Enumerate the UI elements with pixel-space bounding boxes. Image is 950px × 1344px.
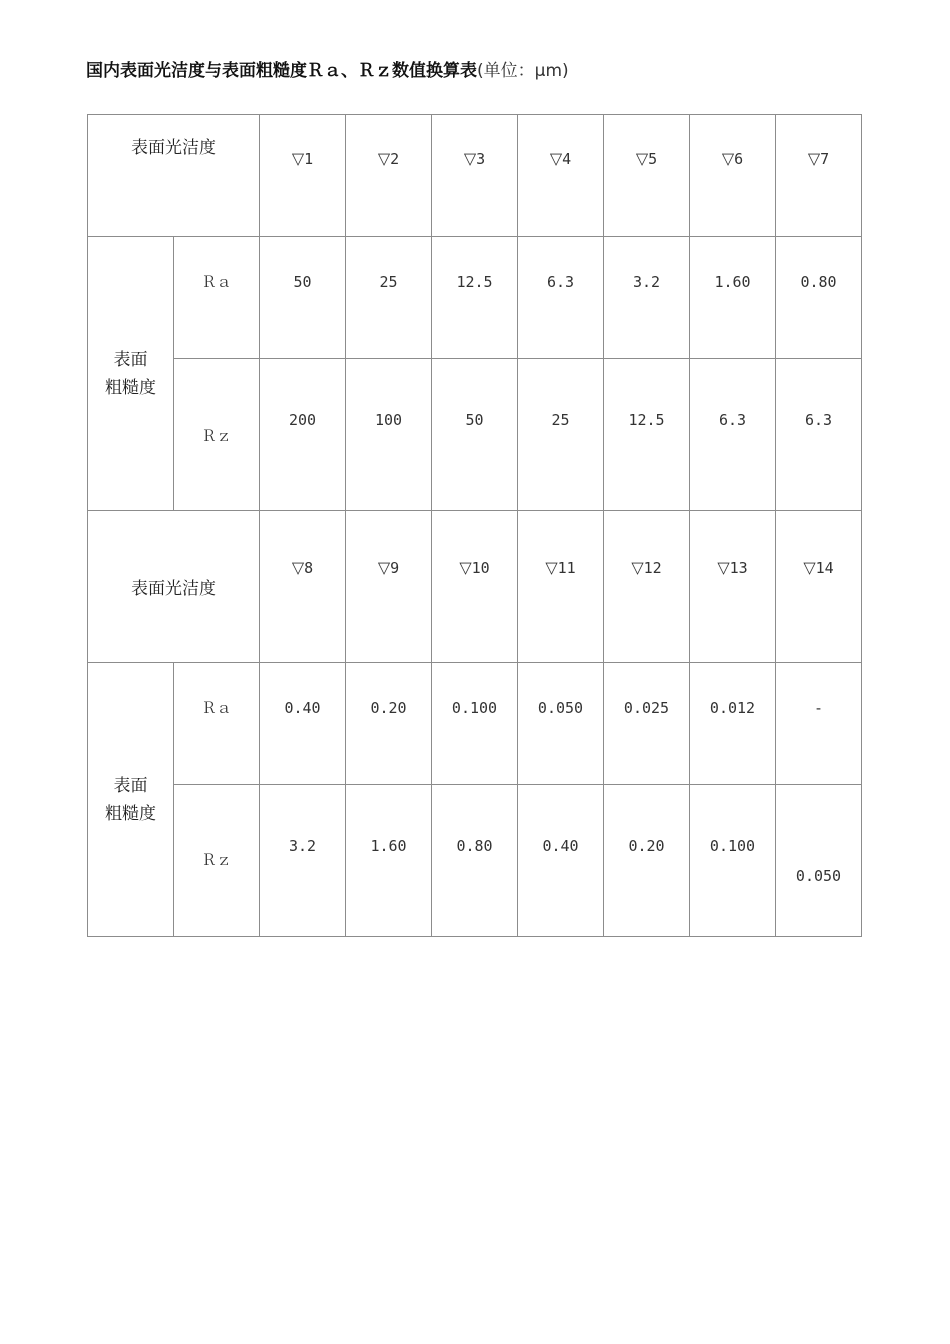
ra-value: 3.2: [604, 237, 690, 359]
conversion-table: [87, 114, 862, 937]
rz-label: Ｒｚ: [174, 359, 260, 511]
ra-value: 1.60: [690, 237, 776, 359]
grade-cell: ▽10: [432, 511, 518, 663]
ra-value: -: [776, 663, 862, 785]
rz-value: 25: [518, 359, 604, 511]
grade-cell: ▽11: [518, 511, 604, 663]
rz-value: 12.5: [604, 359, 690, 511]
ra-value: 0.100: [432, 663, 518, 785]
roughness-label: 表面 粗糙度: [88, 237, 174, 511]
document-title: [86, 60, 569, 82]
triangle-symbol: ▽: [463, 149, 477, 168]
finish-grade-row: [88, 115, 862, 237]
rz-value: 0.40: [518, 785, 604, 937]
ra-value: 25: [346, 237, 432, 359]
triangle-symbol: ▽: [291, 558, 305, 577]
ra-row: [88, 237, 862, 359]
triangle-symbol: ▽: [549, 149, 563, 168]
title-main: 国内表面光洁度与表面粗糙度Ｒａ、Ｒｚ数值换算表: [86, 61, 477, 81]
grade-cell: ▽3: [432, 115, 518, 237]
rz-row: [88, 785, 862, 937]
triangle-symbol: ▽: [631, 558, 644, 577]
triangle-symbol: ▽: [459, 558, 472, 577]
grade-cell: ▽13: [690, 511, 776, 663]
ra-label: Ｒａ: [174, 663, 260, 785]
rz-value: 0.20: [604, 785, 690, 937]
ra-value: 12.5: [432, 237, 518, 359]
grade-cell: ▽6: [690, 115, 776, 237]
ra-value: 0.20: [346, 663, 432, 785]
triangle-symbol: ▽: [377, 149, 391, 168]
triangle-symbol: ▽: [803, 558, 816, 577]
rz-value: 50: [432, 359, 518, 511]
title-unit: (单位：μm): [477, 61, 569, 81]
triangle-symbol: ▽: [545, 558, 558, 577]
grade-cell: ▽1: [260, 115, 346, 237]
rz-value: 3.2: [260, 785, 346, 937]
triangle-symbol: ▽: [717, 558, 730, 577]
rz-row: [88, 359, 862, 511]
ra-value: 0.40: [260, 663, 346, 785]
rz-value: 0.80: [432, 785, 518, 937]
grade-cell: ▽14: [776, 511, 862, 663]
rz-value: 6.3: [690, 359, 776, 511]
triangle-symbol: ▽: [807, 149, 821, 168]
grade-cell: ▽8: [260, 511, 346, 663]
ra-value: 0.80: [776, 237, 862, 359]
triangle-symbol: ▽: [721, 149, 735, 168]
ra-row: [88, 663, 862, 785]
rz-value: 6.3: [776, 359, 862, 511]
ra-value: 6.3: [518, 237, 604, 359]
grade-cell: ▽9: [346, 511, 432, 663]
grade-cell: ▽4: [518, 115, 604, 237]
finish-label: 表面光洁度: [88, 115, 260, 237]
ra-value: 50: [260, 237, 346, 359]
rz-value: 100: [346, 359, 432, 511]
rz-label: Ｒｚ: [174, 785, 260, 937]
ra-value: 0.025: [604, 663, 690, 785]
triangle-symbol: ▽: [291, 149, 305, 168]
rz-value: 200: [260, 359, 346, 511]
rz-value: 1.60: [346, 785, 432, 937]
triangle-symbol: ▽: [635, 149, 649, 168]
rz-value: 0.100: [690, 785, 776, 937]
grade-cell: ▽2: [346, 115, 432, 237]
roughness-label: 表面 粗糙度: [88, 663, 174, 937]
grade-cell: ▽12: [604, 511, 690, 663]
ra-label: Ｒａ: [174, 237, 260, 359]
ra-value: 0.012: [690, 663, 776, 785]
finish-label: 表面光洁度: [88, 511, 260, 663]
finish-grade-row: [88, 511, 862, 663]
grade-cell: ▽7: [776, 115, 862, 237]
rz-value: 0.050: [776, 785, 862, 937]
grade-cell: ▽5: [604, 115, 690, 237]
ra-value: 0.050: [518, 663, 604, 785]
triangle-symbol: ▽: [377, 558, 391, 577]
